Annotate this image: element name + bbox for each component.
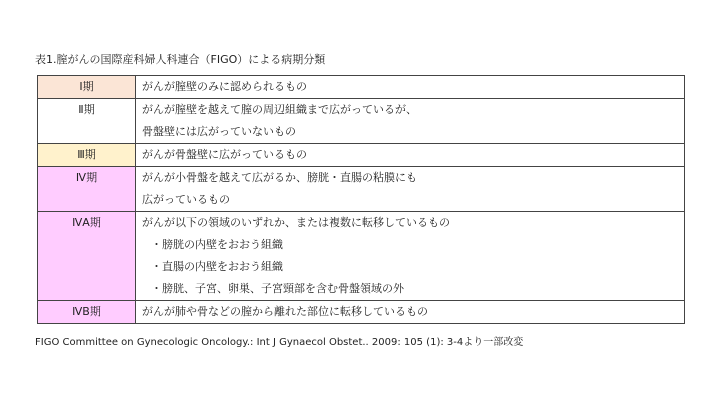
stage-cell	[38, 76, 136, 99]
bullet-line: ・膀胱の内壁をおおう組織	[151, 238, 283, 251]
description-cell	[136, 212, 685, 301]
stage-label: ⅣA期	[72, 216, 101, 229]
description-line: 広がっているもの	[142, 193, 230, 206]
stage-cell	[38, 167, 136, 212]
staging-table	[37, 75, 685, 324]
description-cell	[136, 76, 685, 99]
stage-label: Ⅰ期	[79, 80, 94, 93]
description-line: がんが小骨盤を越えて広がるか、膀胱・直腸の粘膜にも	[142, 171, 417, 184]
table-row	[38, 212, 685, 301]
stage-label: Ⅳ期	[75, 171, 98, 184]
description-cell	[136, 301, 685, 324]
stage-cell	[38, 99, 136, 144]
description-cell	[136, 167, 685, 212]
description-line: がんが肺や骨などの膣から離れた部位に転移しているもの	[142, 305, 428, 318]
description-cell	[136, 99, 685, 144]
source-footnote: FIGO Committee on Gynecologic Oncology.: Int J Gynaecol Obstet.. 2009: 105 (1): 3-4より一部改変	[35, 337, 524, 348]
description-line: がんが膣壁のみに認められるもの	[142, 80, 307, 93]
stage-cell	[38, 212, 136, 301]
stage-cell	[38, 144, 136, 167]
stage-label: ⅣB期	[72, 305, 101, 318]
description-line: がんが膣壁を越えて膣の周辺組織まで広がっているが、	[142, 103, 417, 116]
bullet-line: ・直腸の内壁をおおう組織	[151, 260, 283, 273]
table-row	[38, 144, 685, 167]
table-caption: 表1.膣がんの国際産科婦人科連合（FIGO）による病期分類	[35, 53, 326, 66]
table-row	[38, 99, 685, 144]
stage-cell	[38, 301, 136, 324]
description-line: がんが以下の領域のいずれか、または複数に転移しているもの	[142, 216, 450, 229]
description-line: 骨盤壁には広がっていないもの	[142, 125, 296, 138]
table-row	[38, 167, 685, 212]
table-row	[38, 301, 685, 324]
bullet-line: ・膀胱、子宮、卵巣、子宮頸部を含む骨盤領域の外	[151, 282, 404, 295]
description-cell	[136, 144, 685, 167]
table-row	[38, 76, 685, 99]
description-line: がんが骨盤壁に広がっているもの	[142, 148, 307, 161]
stage-label: Ⅱ期	[78, 103, 95, 116]
stage-label: Ⅲ期	[77, 148, 96, 161]
